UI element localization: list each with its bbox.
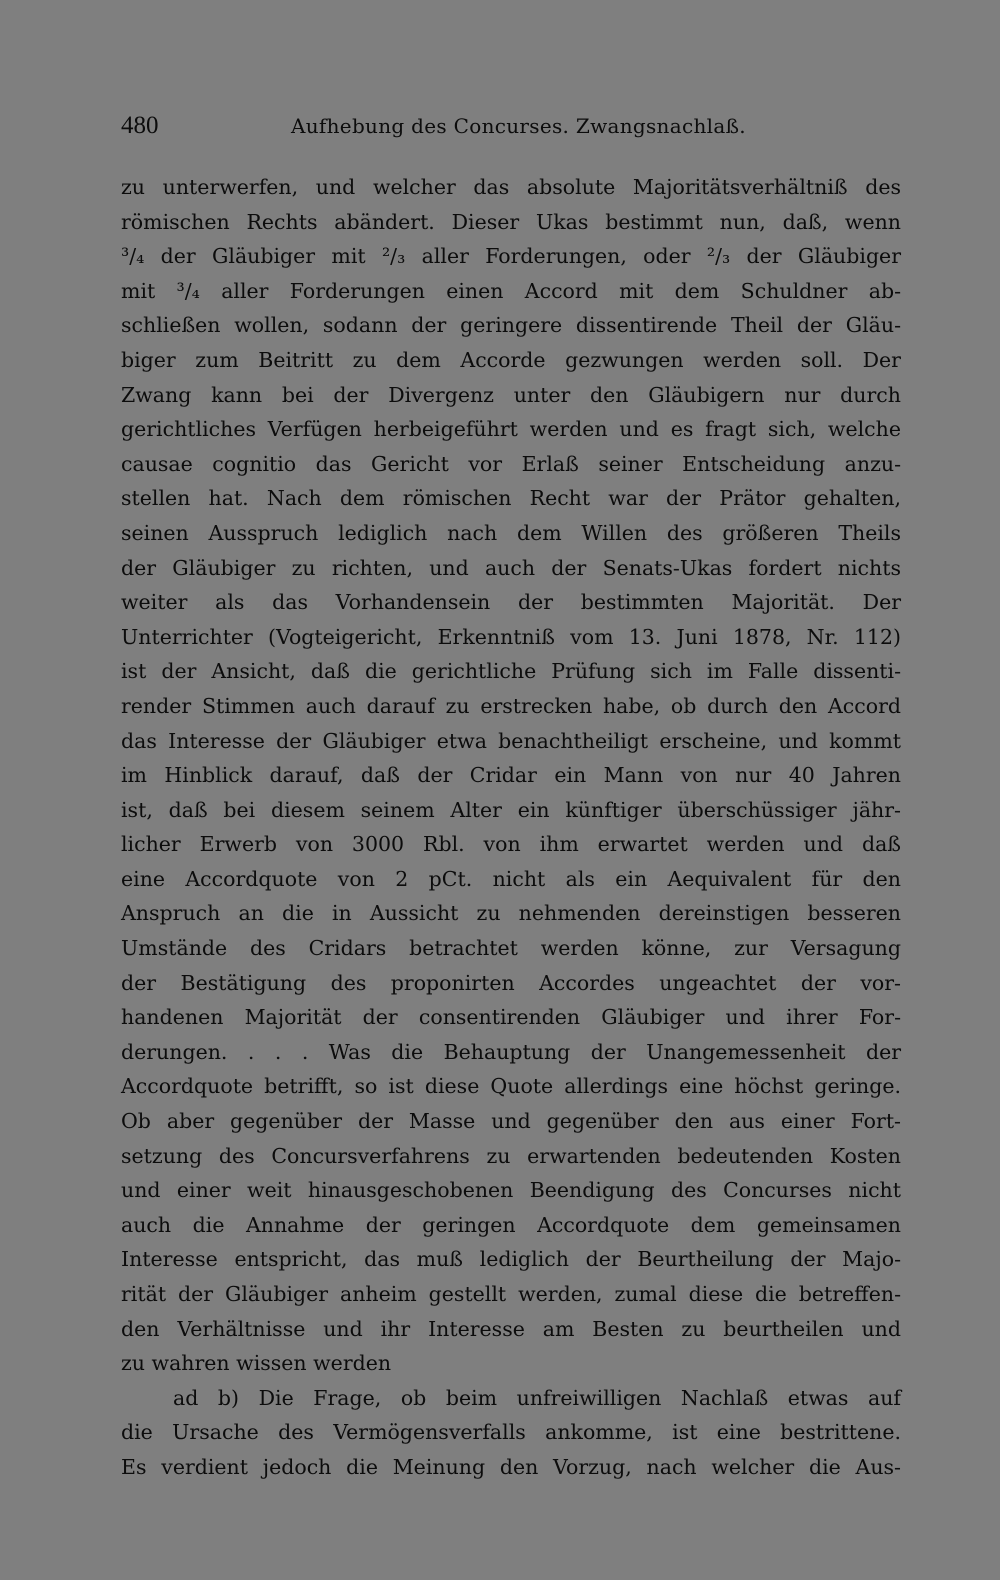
text-line: der Gläubiger zu richten, und auch der Senats-Ukas fordert nichts <box>121 555 901 580</box>
text-line: im Hinblick darauf, daß der Cridar ein Mann von nur 40 Jahren <box>121 763 901 788</box>
text-line: Anspruch an die in Aussicht zu nehmenden dereinstigen besseren <box>121 901 901 926</box>
text-line: handenen Majorität der consentirenden Gläubiger und ihrer For- <box>121 1005 901 1030</box>
text-line: ad b) Die Frage, ob beim unfreiwilligen Nachlaß etwas auf <box>173 1385 901 1410</box>
text-line: Accordquote betrifft, so ist diese Quote allerdings eine höchst geringe. <box>121 1074 901 1099</box>
text-line: Ob aber gegenüber der Masse und gegenüber den aus einer Fort- <box>121 1109 901 1134</box>
text-line: causae cognitio das Gericht vor Erlaß seiner Entscheidung anzu- <box>121 451 901 476</box>
text-line: und einer weit hinausgeschobenen Beendigung des Concurses nicht <box>121 1178 901 1203</box>
text-line: Umstände des Cridars betrachtet werden könne, zur Versagung <box>121 936 901 961</box>
page-number: 480 <box>121 112 159 139</box>
text-line: ist der Ansicht, daß die gerichtliche Prüfung sich im Falle dissenti- <box>121 659 901 684</box>
text-line: zu unterwerfen, und welcher das absolute Majoritätsverhältniß des <box>121 175 901 199</box>
text-line: ist, daß bei diesem seinem Alter ein künftiger überschüssiger jähr- <box>121 797 901 822</box>
text-line: ³/₄ der Gläubiger mit ²/₃ aller Forderungen, oder ²/₃ der Gläubiger <box>121 244 901 269</box>
text-line: stellen hat. Nach dem römischen Recht war der Prätor gehalten, <box>121 486 901 511</box>
text-line: derungen. . . . Was die Behauptung der Unangemessenheit der <box>121 1039 901 1064</box>
text-line: render Stimmen auch darauf zu erstrecken habe, ob durch den Accord <box>121 693 901 718</box>
text-line: die Ursache des Vermögensverfalls ankomme, ist eine bestrittene. <box>121 1420 901 1445</box>
text-line: biger zum Beitritt zu dem Accorde gezwungen werden soll. Der <box>121 347 901 372</box>
text-line: rität der Gläubiger anheim gestellt werden, zumal diese die betreffen- <box>121 1282 901 1306</box>
text-line: seinen Ausspruch lediglich nach dem Willen des größeren Theils <box>121 520 901 545</box>
text-line: den Verhältnisse und ihr Interesse am Besten zu beurtheilen und <box>121 1316 901 1341</box>
text-line: eine Accordquote von 2 pCt. nicht als ein Aequivalent für den <box>121 866 901 891</box>
text-line: gerichtliches Verfügen herbeigeführt werden und es fragt sich, welche <box>121 417 901 442</box>
text-line: römischen Rechts abändert. Dieser Ukas bestimmt nun, daß, wenn <box>121 209 901 234</box>
body-text <box>121 170 901 1485</box>
running-title: Aufhebung des Concurses. Zwangsnachlaß. <box>291 114 746 138</box>
text-line: setzung des Concursverfahrens zu erwartenden bedeutenden Kosten <box>121 1143 901 1168</box>
text-line: schließen wollen, sodann der geringere dissentirende Theil der Gläu- <box>121 313 901 338</box>
text-line: weiter als das Vorhandensein der bestimmten Majorität. Der <box>121 590 901 615</box>
text-line: der Bestätigung des proponirten Accordes ungeachtet der vor- <box>121 970 901 995</box>
text-line: Zwang kann bei der Divergenz unter den Gläubigern nur durch <box>121 382 901 407</box>
text-line: licher Erwerb von 3000 Rbl. von ihm erwartet werden und daß <box>121 832 901 857</box>
text-line: Es verdient jedoch die Meinung den Vorzug, nach welcher die Aus- <box>121 1454 901 1479</box>
text-line: Unterrichter (Vogteigericht, Erkenntniß vom 13. Juni 1878, Nr. 112) <box>121 624 901 649</box>
text-line: Interesse entspricht, das muß lediglich der Beurtheilung der Majo- <box>121 1247 901 1272</box>
page-header <box>121 112 901 142</box>
text-line: das Interesse der Gläubiger etwa benachtheiligt erscheine, und kommt <box>121 728 901 753</box>
text-line: mit ³/₄ aller Forderungen einen Accord mit dem Schuldner ab- <box>121 278 901 303</box>
text-line: zu wahren wissen werden <box>121 1351 392 1376</box>
text-line: auch die Annahme der geringen Accordquote dem gemeinsamen <box>121 1212 901 1237</box>
